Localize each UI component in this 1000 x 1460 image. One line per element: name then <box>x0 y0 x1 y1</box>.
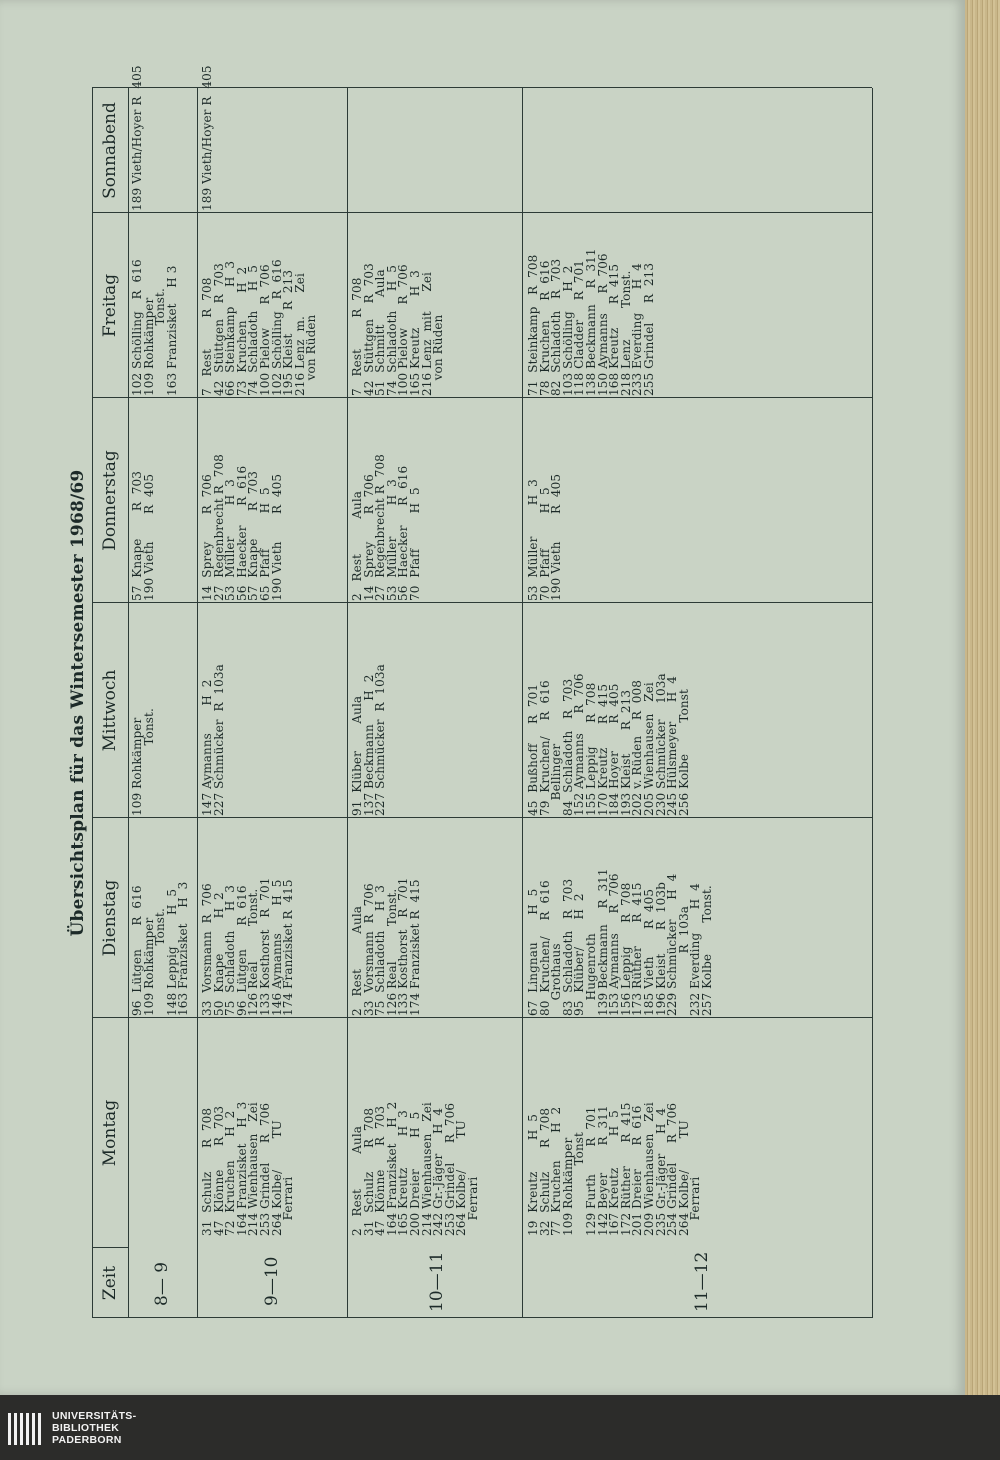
cell-9-10-dienstag: 33 Vorsmann R 706 50 Knape H 2 75 Schladoth H 3 96 Lütgen R 616 126 Real Tonst. 133 Kosthorst R 701 146 Aymanns H 5 174 Franzisket R 415 <box>200 877 296 1016</box>
rule-header <box>128 88 129 1318</box>
col-sep-donnerstag <box>128 602 872 603</box>
cell-11-12-freitag: 71 Steinkamp R 708 78 Kruchen R 616 82 Schladoth R 703 103 Schölling H 2 118 Cladder R 701 138 Beckmann R 311 150 Aymanns R 706 168 Kreutz R 415 218 Lenz Tonst. 233 Everding H 4 255 Grindel R 213 <box>526 248 656 396</box>
header-zeit: Zeit <box>100 1265 120 1301</box>
cell-10-11-donnerstag: 2 Rest Aula 14 Sprey R 706 27 Regenbrecht R 708 53 Müller H 3 56 Haecker R 616 70 Pfaff H 5 <box>350 454 422 601</box>
cell-9-10-sonnabend: 189 Vieth/Hoyer R 405 <box>200 65 214 211</box>
hdr-sep-3 <box>92 817 128 818</box>
header-donnerstag: Donnerstag <box>100 450 120 551</box>
library-name <box>52 1410 136 1446</box>
cell-8-9-freitag: 102 Schölling R 616 109 Rohkämper Tonst. 163 Franzisket H 3 <box>130 259 179 396</box>
col-sep-dienstag <box>128 1017 872 1018</box>
header-dienstag: Dienstag <box>100 879 120 957</box>
header-freitag: Freitag <box>100 273 120 338</box>
cell-10-11-freitag: 7 Rest R 708 42 Stüttgen R 703 51 Schmitt Aula 74 Schladoth H 5 100 Pielow R 706 165 Kreutz H 3 216 Lenz mit Zei von Rüden <box>350 263 446 396</box>
header-sonnabend: Sonnabend <box>100 102 120 199</box>
cell-11-12-dienstag: 67 Lingnau H 5 80 Kruchen/ R 616 Grothaus 83 Schladoth R 703 95 Klüber/ H 2 Hugenroth 139 Beckmann R 311 153 Aymanns R 706 156 Leppig R 708 173 Rüther R 415 185 Vieth R 405 196 Kleist R 103b 229 Schmücker H 4 R 103a 232 Everding H 4 257 Kolbe Tonst. <box>526 868 714 1016</box>
schedule-table <box>68 65 872 1318</box>
cell-10-11-dienstag: 2 Rest Aula 33 Vorsmann R 706 75 Schladoth H 3 126 Real Tonst. 133 Kosthorst R 701 174 Franzisket R 415 <box>350 877 422 1016</box>
cell-9-10-donnerstag: 14 Sprey R 706 27 Regenbrecht R 708 53 Müller H 3 56 Haecker R 616 57 Knape R 703 65 Pfaff H 5 190 Vieth R 405 <box>200 454 284 601</box>
time-8-9: 8— 9 <box>152 1261 172 1306</box>
cell-11-12-montag: 19 Kreutz H 5 32 Schulz R 708 77 Kruchen H 2 109 Rohkämper Tonst 129 Furth R 701 142 Beyer R 311 167 Kreutz H 5 172 Rüther R 415 201 Dreier R 616 209 Wienhausen Zei 235 Gr.-Jäger H 4 254 Grindel R 706 264 Kolbe/ TU Ferrari <box>526 1102 703 1236</box>
cell-8-9-mittwoch: 109 Rohkämper Tonst. <box>130 708 156 816</box>
cell-9-10-mittwoch: 147 Aymanns H 2 227 Schmücker R 103a <box>200 664 226 816</box>
hdr-sep-5 <box>92 397 128 398</box>
time-10-11: 10—11 <box>427 1251 447 1312</box>
rule-left <box>92 1317 872 1318</box>
cell-10-11-mittwoch: 91 Klüber Aula 137 Beckmann H 2 227 Schmücker R 103a <box>350 664 388 816</box>
library-line-3: PADERBORN <box>52 1434 122 1446</box>
cell-11-12-mittwoch: 45 Bußhoff R 701 79 Kruchen/ R 616 Bellinger 84 Schladoth R 703 152 Aymanns R 706 155 Leppig R 708 170 Kreutz R 415 184 Hoyer R 405 193 Kleist R 213 202 v. Rüden R 008 205 Wienhausen Zei 230 Schmücker 103a 245 Hülsmeyer H 4 256 Kolbe Tonst <box>526 673 691 816</box>
cell-8-9-dienstag: 96 Lütgen R 616 109 Rohkämper Tonst. 148 Leppig H 5 163 Franzisket H 3 <box>130 881 191 1016</box>
row-sep-2 <box>347 88 348 1318</box>
col-sep-mittwoch <box>128 817 872 818</box>
page-edge <box>965 0 1000 1395</box>
cell-8-9-donnerstag: 57 Knape R 703 190 Vieth R 405 <box>130 471 156 601</box>
row-sep-1 <box>197 88 198 1318</box>
cell-9-10-montag: 31 Schulz R 708 47 Klönne R 703 72 Kruchen H 2 164 Franzisket H 3 214 Wienhausen Zei 253 Grindel R 706 264 Kolbe/ TU Ferrari <box>200 1101 296 1236</box>
row-sep-3 <box>522 88 523 1318</box>
hdr-sep-4 <box>92 602 128 603</box>
hdr-sep-2 <box>92 1017 128 1018</box>
footer-bar <box>0 1395 1000 1460</box>
cell-11-12-donnerstag: 53 Müller H 3 70 Pfaff H 5 190 Vieth R 405 <box>526 473 564 601</box>
col-sep-freitag <box>128 397 872 398</box>
time-9-10: 9—10 <box>262 1256 282 1306</box>
cell-9-10-freitag: 7 Rest R 708 42 Stüttgen R 703 66 Steinkamp H 3 73 Kruchen H 2 74 Schladoth H 5 100 Pielow R 706 102 Schölling R 616 195 Kleist R 213 216 Lenz m. Zei von Rüden <box>200 259 319 396</box>
header-montag: Montag <box>100 1099 120 1167</box>
cell-8-9-sonnabend: 189 Vieth/Hoyer R 405 <box>130 65 144 211</box>
library-line-2: BIBLIOTHEK <box>52 1422 120 1434</box>
library-line-1: UNIVERSITÄTS- <box>52 1410 137 1422</box>
time-11-12: 11—12 <box>692 1251 712 1312</box>
library-logo-icon <box>6 1409 46 1449</box>
page-title: Übersichtsplan für das Wintersemester 1968/69 <box>68 469 88 937</box>
cell-10-11-montag: 2 Rest Aula 31 Schulz R 708 47 Klönne R 703 164 Franzisket H 2 165 Kreutz H 3 200 Dreier H 5 214 Wienhausen Zei 242 Gr.-Jäger H 4 253 Grindel R 706 264 Kolbe/ TU Ferrari <box>350 1101 480 1236</box>
rule-bottom <box>872 88 873 1318</box>
hdr-sep-6 <box>92 212 128 213</box>
col-sep-sonnabend <box>128 212 872 213</box>
header-mittwoch: Mittwoch <box>100 669 120 752</box>
